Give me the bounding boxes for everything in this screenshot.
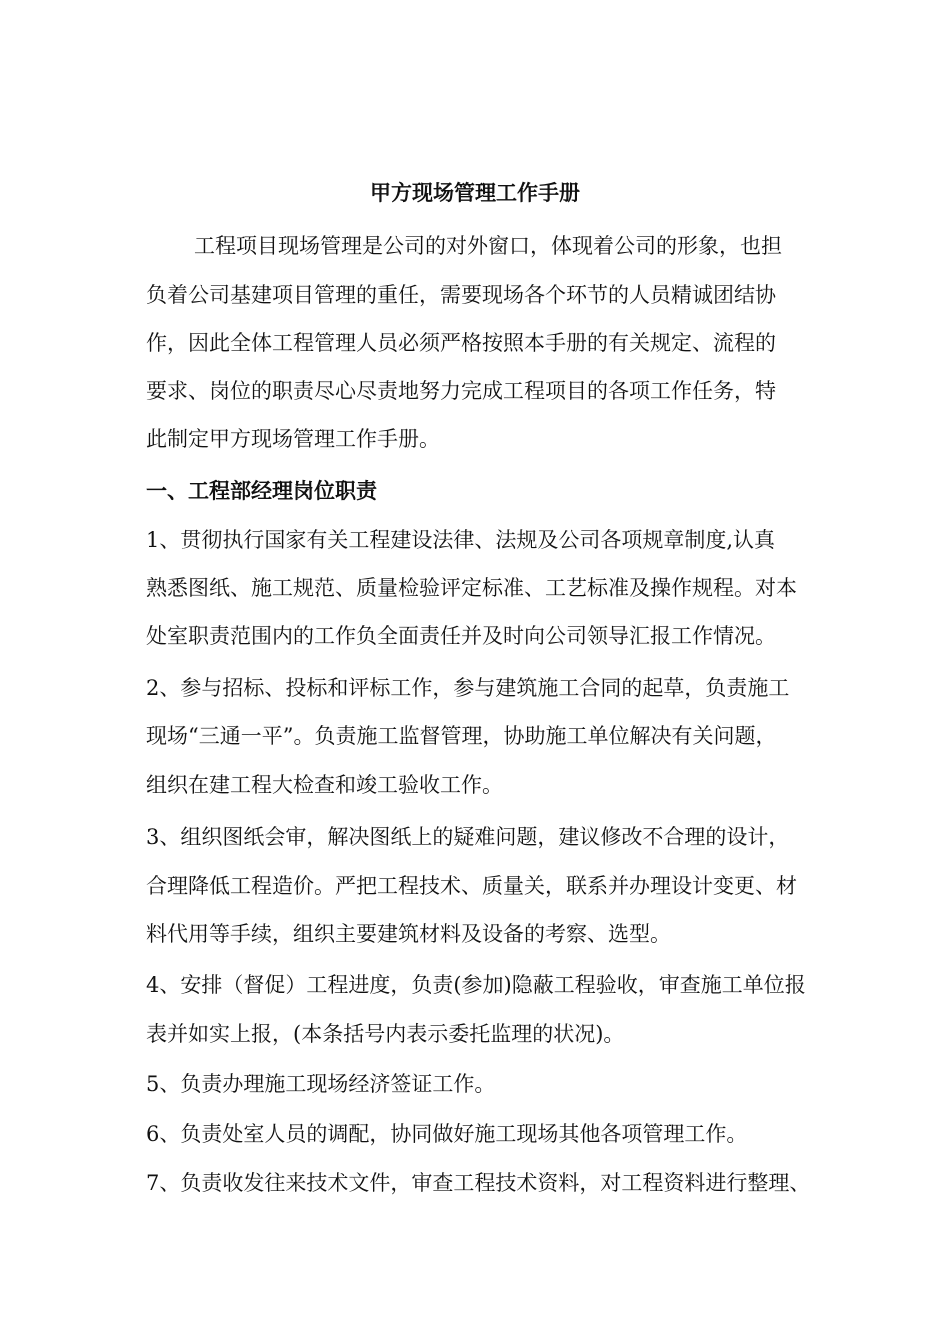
item-2-line: 组织在建工程大检查和竣工验收工作。: [146, 773, 503, 797]
item-6-line: 6、负责处室人员的调配，协同做好施工现场其他各项管理工作。: [146, 1122, 748, 1146]
item-3-line: 合理降低工程造价。严把工程技术、质量关，联系并办理设计变更、材: [146, 874, 797, 898]
item-3-line: 3、组织图纸会审，解决图纸上的疑难问题，建议修改不合理的设计，: [146, 825, 790, 849]
item-1-line: 1、贯彻执行国家有关工程建设法律、法规及公司各项规章制度,认真: [146, 528, 776, 552]
document-title: 甲方现场管理工作手册: [370, 180, 580, 205]
item-2-line: 现场“三通一平”。负责施工监督管理，协助施工单位解决有关问题，: [146, 724, 777, 748]
intro-line: 负着公司基建项目管理的重任，需要现场各个环节的人员精诚团结协: [146, 283, 776, 307]
item-1-line: 熟悉图纸、施工规范、质量检验评定标准、工艺标准及操作规程。对本: [146, 576, 797, 600]
item-1-line: 处室职责范围内的工作负全面责任并及时向公司领导汇报工作情况。: [146, 624, 776, 648]
item-2-line: 2、参与招标、投标和评标工作，参与建筑施工合同的起草，负责施工: [146, 676, 790, 700]
item-4-line: 4、安排（督促）工程进度，负责(参加)隐蔽工程验收，审查施工单位报: [146, 973, 806, 997]
item-7-line: 7、负责收发往来技术文件，审查工程技术资料，对工程资料进行整理、: [146, 1171, 811, 1195]
item-4-line: 表并如实上报，(本条括号内表示委托监理的状况)。: [146, 1022, 625, 1046]
intro-line: 要求、岗位的职责尽心尽责地努力完成工程项目的各项工作任务，特: [146, 379, 776, 403]
section-heading: 一、工程部经理岗位职责: [146, 478, 377, 503]
item-3-line: 料代用等手续，组织主要建筑材料及设备的考察、选型。: [146, 922, 671, 946]
intro-line: 此制定甲方现场管理工作手册。: [146, 427, 440, 451]
item-5-line: 5、负责办理施工现场经济签证工作。: [146, 1072, 496, 1096]
intro-line: 工程项目现场管理是公司的对外窗口，体现着公司的形象，也担: [194, 234, 782, 258]
intro-line: 作，因此全体工程管理人员必须严格按照本手册的有关规定、流程的: [146, 331, 776, 355]
